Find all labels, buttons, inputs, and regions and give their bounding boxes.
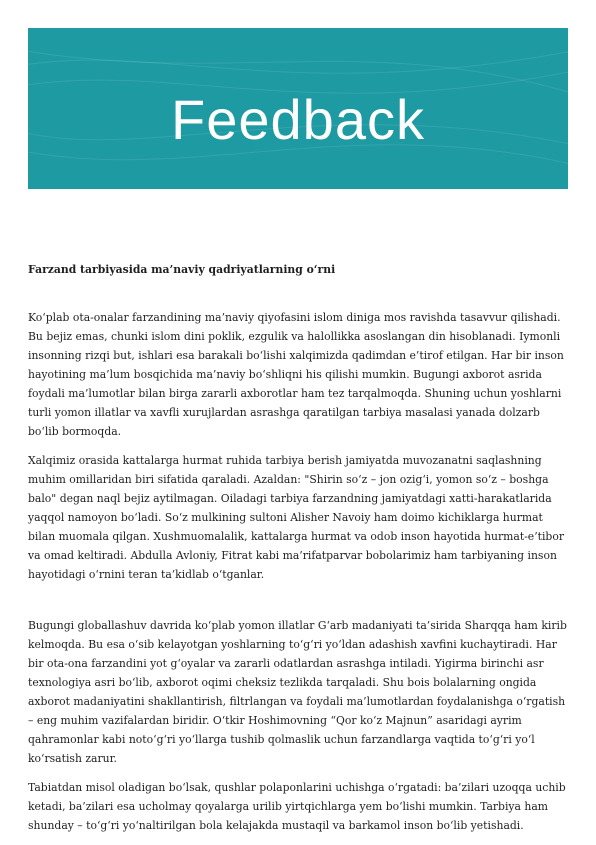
paragraph: Bugungi globallashuv davrida ko‘plab yomon illatlar G‘arb madaniyati ta’sirida Sharqqa ham kirib kelmoqda. Bu esa o‘sib kelayotgan yoshlarning to‘g‘ri yo‘ldan adashish xavfini kuchaytiradi. Har bir ota-ona farzandini yot g‘oyalar va zararli odatlardan asrashga intiladi. Yigirma birinchi asr texnologiya asri bo‘lib, axborot oqimi cheksiz tezlikda tarqaladi. Shu bois bolalarning ongida axborot madaniyatini shakllantirish, filtrlangan va foydali ma’lumotlardan foydalanishga o‘rgatish – eng muhim vazifalardan biridir. O‘tkir Hoshimovning “Qor ko‘z Majnun” asaridagi ayrim qahramonlar kabi noto‘g‘ri yo‘llarga tushib qolmaslik uchun farzandlarga vaqtida to‘g‘ri yo‘l ko‘rsatish zarur. <box>28 619 567 765</box>
paragraph: Ko‘plab ota-onalar farzandining ma’naviy qiyofasini islom diniga mos ravishda tasavvur qilishadi. Bu bejiz emas, chunki islom dini poklik, ezgulik va halollikka asoslangan din hisoblanadi. Iymonli insonning rizqi but, ishlari esa barakali bo‘lishi xalqimizda qadimdan e’tirof etilgan. Har bir inson hayotining ma’lum bosqichida ma’naviy bo‘shliqni his qilishi mumkin. Bugungi axborot asrida foydali ma’lumotlar bilan birga zararli axborotlar ham tez tarqalmoqda. Shuning uchun yoshlarni turli yomon illatlar va xavfli xurujlardan asrashga qaratilgan tarbiya masalasi yanada dolzarb bo‘lib bormoqda. <box>28 311 564 438</box>
feedback-banner <box>28 28 568 189</box>
document-title: Farzand tarbiyasida ma’naviy qadriyatlarning o‘rni <box>28 263 336 276</box>
paragraph: Tabiatdan misol oladigan bo‘lsak, qushlar polaponlarini uchishga o‘rgatadi: ba’zilari uzoqqa uchib ketadi, ba’zilari esa ucholmay qoyalarga urilib yirtqichlarga yem bo‘lishi mumkin. Tarbiya ham shunday – to‘g‘ri yo‘naltirilgan bola kelajakda mustaqil va barkamol inson bo‘lib yetishadi. <box>28 781 566 832</box>
paragraph: Xalqimiz orasida kattalarga hurmat ruhida tarbiya berish jamiyatda muvozanatni saqlashning muhim omillaridan biri sifatida qaraladi. Azaldan: "Shirin so‘z – jon ozig‘i, yomon so‘z – boshga balo" degan naql bejiz aytilmagan. Oiladagi tarbiya farzandning jamiyatdagi xatti-harakatlarida yaqqol namoyon bo‘ladi. So‘z mulkining sultoni Alisher Navoiy ham doimo kichiklarga hurmat bilan muomala qilgan. Xushmuomalalik, kattalarga hurmat va odob inson hayotida hurmat-e’tibor va omad keltiradi. Abdulla Avloniy, Fitrat kabi ma’rifatparvar bobolarimiz ham tarbiyaning inson hayotidagi o‘rnini teran ta’kidlab o‘tganlar. <box>28 454 564 581</box>
banner-title: Feedback <box>171 88 425 151</box>
article <box>28 260 568 845</box>
